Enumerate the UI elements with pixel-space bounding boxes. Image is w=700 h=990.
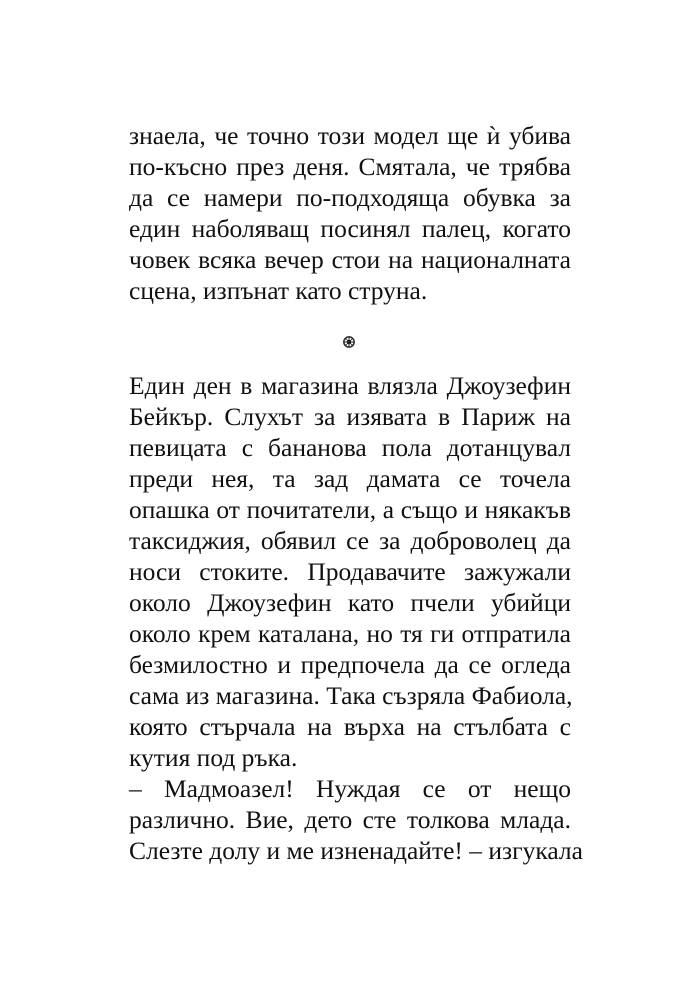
text-line: певицата с бананова пола дотанцувал <box>129 433 571 462</box>
text-line: която стърчала на върха на стълбата с <box>129 712 571 741</box>
text-line: по-късно през деня. Смятала, че трябва <box>129 152 571 181</box>
paragraph-2 <box>129 370 583 866</box>
text-line: – Мадмоазел! Нуждая се от нещо <box>129 774 571 803</box>
text-line: около Джоузефин като пчели убийци <box>129 588 571 617</box>
text-line: носи стоките. Продавачите зажужали <box>129 557 571 586</box>
text-line: преди нея, та зад дамата се точела <box>129 464 571 493</box>
paragraph-1 <box>129 120 571 306</box>
text-line: сама из магазина. Така съзряла Фабиола, <box>129 681 573 710</box>
text-line: да се намери по-подходяща обувка за <box>129 183 571 212</box>
text-line: таксиджия, обявил се за доброволец да <box>129 526 571 555</box>
text-line: сцена, изпънат като струна. <box>129 276 428 305</box>
text-line: кутия под ръка. <box>129 743 298 772</box>
text-line: различно. Вие, дето сте толкова млада. <box>129 805 571 834</box>
text-line: Слезте долу и ме изненадайте! – изгукала <box>129 836 583 865</box>
text-line: около крем каталана, но тя ги отпратила <box>129 619 571 648</box>
text-line: Един ден в магазина влязла Джоузефин <box>129 371 571 400</box>
text-line: един наболяващ посинял палец, когато <box>129 214 571 243</box>
text-line: човек всяка вечер стои на националната <box>129 245 571 274</box>
text-line: Бейкър. Слухът за изявата в Париж на <box>129 402 571 431</box>
text-line: знаела, че точно този модел ще ѝ убива <box>129 121 571 150</box>
text-line: безмилостно и предпочела да се огледа <box>129 650 571 679</box>
ornament-icon <box>341 334 357 350</box>
text-line: опашка от почитатели, а също и някакъв <box>129 495 571 524</box>
